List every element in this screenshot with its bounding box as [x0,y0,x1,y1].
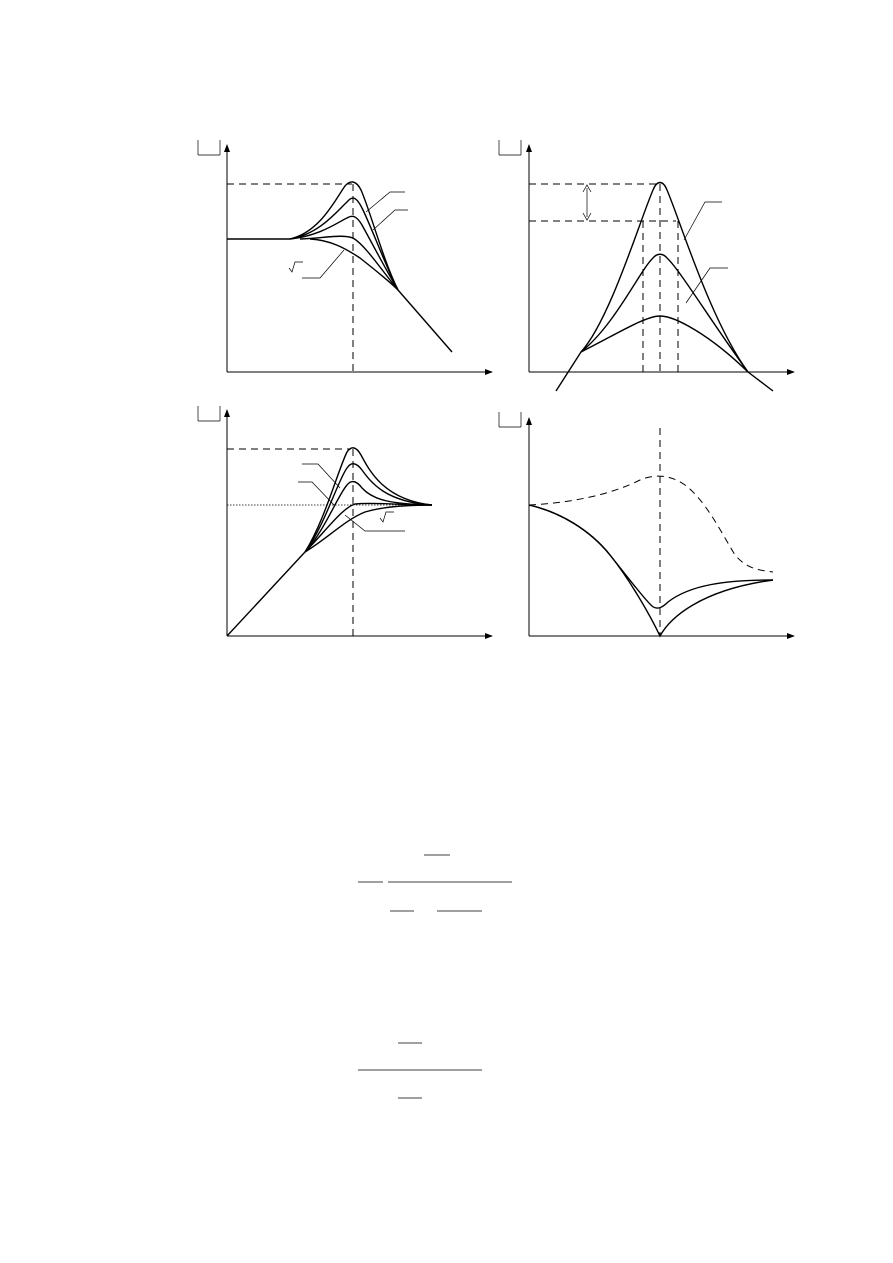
panel-a-asymptote [398,290,452,352]
panel-b-callout-2 [686,268,728,303]
panel-a-callout-2 [373,210,408,230]
panel-c-callout-2 [298,482,335,506]
panel-b-callout-1 [684,202,722,240]
panel-b-bandpass [499,140,794,391]
panel-b-curve-high-q [581,183,748,373]
panel-d-notch [499,412,794,636]
panel-c-highpass [198,406,492,636]
panel-d-dashed-curve [529,476,773,572]
panel-d-curve-damped [529,505,773,608]
panel-b-curve-mid-q [581,254,748,372]
panel-a-lowpass [198,140,492,372]
panel-c-curve-1 [305,448,432,552]
panel-b-ylabel-box [499,140,521,155]
panel-c-sqrt-glyph [380,512,394,522]
panel-b-curve-low-q [581,316,748,372]
panel-a-curve-5 [310,239,398,290]
panel-a-callout-3 [302,250,344,278]
panel-d-curve-ideal [529,505,773,636]
panel-c-asymptote [227,552,305,636]
panel-b-right-asymptote [748,372,773,391]
panel-c-ylabel-box [198,406,220,421]
panel-d-ylabel-box [499,412,521,427]
panel-a-sqrt-glyph [289,262,303,272]
equation-1 [358,855,512,911]
panel-a-ylabel-box [198,140,220,155]
equation-2 [358,1043,482,1098]
panel-a-callout-1 [366,192,405,212]
